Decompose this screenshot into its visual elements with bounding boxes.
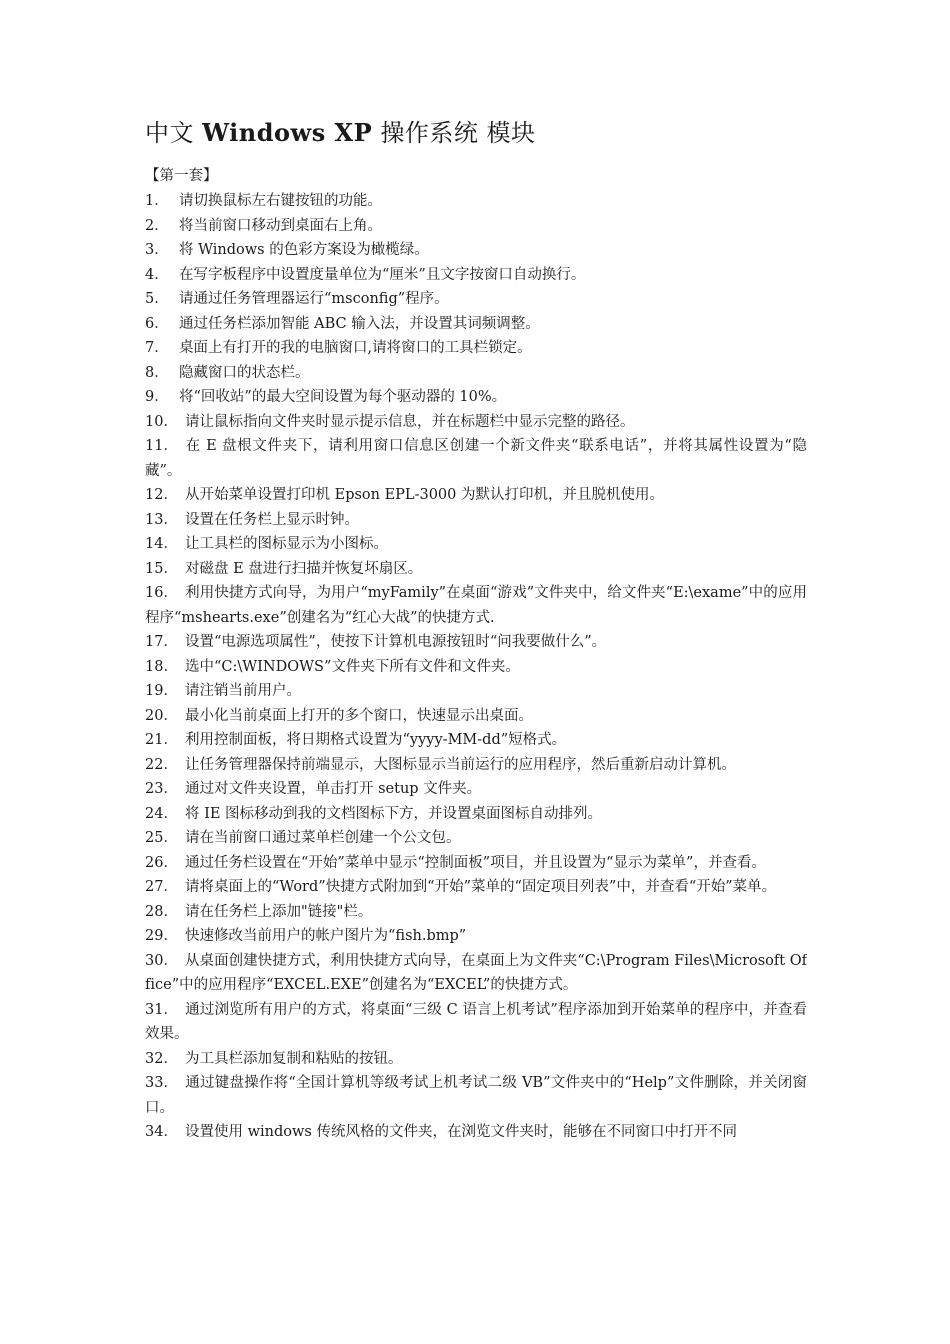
list-item xyxy=(145,385,807,410)
item-number: 32． xyxy=(145,1050,178,1067)
document-page xyxy=(145,112,807,1145)
item-number: 8． xyxy=(145,364,169,381)
item-number: 33． xyxy=(145,1075,178,1091)
item-text: 让任务管理器保持前端显示，大图标显示当前运行的应用程序，然后重新启动计算机。 xyxy=(185,756,736,773)
item-text: 设置在任务栏上显示时钟。 xyxy=(185,511,359,528)
list-item xyxy=(145,728,807,753)
set-label: 【第一套】 xyxy=(145,168,218,184)
list-item xyxy=(145,826,807,851)
item-number: 11． xyxy=(145,438,178,454)
item-text: 通过键盘操作将“全国计算机等级考试上机考试二级 VB”文件夹中的“Help”文件删除，并关闭窗口。 xyxy=(145,1075,807,1116)
item-number: 14． xyxy=(145,536,178,552)
item-number: 17． xyxy=(145,634,178,650)
title-bold: Windows XP xyxy=(202,118,373,147)
item-text: 选中“C:\WINDOWS”文件夹下所有文件和文件夹。 xyxy=(185,658,520,675)
item-text: 将 Windows 的色彩方案设为橄榄绿。 xyxy=(179,242,429,258)
list-item xyxy=(145,312,807,337)
list-item xyxy=(145,336,807,361)
item-number: 4． xyxy=(145,266,169,283)
list-item xyxy=(145,777,807,802)
item-text: 快速修改当前用户的帐户图片为“fish.bmp” xyxy=(185,928,467,944)
item-text: 在写字板程序中设置度量单位为“厘米”且文字按窗口自动换行。 xyxy=(179,266,586,283)
item-text: 通过任务栏设置在“开始”菜单中显示“控制面板”项目，并且设置为“显示为菜单”，并查看。 xyxy=(185,854,766,871)
item-text: 桌面上有打开的我的电脑窗口,请将窗口的工具栏锁定。 xyxy=(179,340,532,356)
item-number: 15． xyxy=(145,560,178,577)
list-item xyxy=(145,214,807,239)
item-text: 请通过任务管理器运行“msconfig”程序。 xyxy=(179,291,449,307)
list-item xyxy=(145,287,807,312)
item-number: 20． xyxy=(145,707,178,724)
item-text: 请在当前窗口通过菜单栏创建一个公文包。 xyxy=(185,830,461,846)
item-number: 28． xyxy=(145,903,178,920)
title-prefix: 中文 xyxy=(145,119,194,147)
item-number: 34． xyxy=(145,1124,178,1140)
item-number: 29． xyxy=(145,928,178,944)
list-item xyxy=(145,998,807,1047)
list-item xyxy=(145,949,807,998)
item-text: 利用控制面板，将日期格式设置为“yyyy-MM-dd”短格式。 xyxy=(185,732,567,748)
item-number: 22． xyxy=(145,756,178,773)
item-text: 为工具栏添加复制和粘贴的按钮。 xyxy=(185,1050,403,1067)
item-number: 16． xyxy=(145,585,178,601)
list-item xyxy=(145,189,807,214)
list-item xyxy=(145,900,807,925)
item-number: 26． xyxy=(145,854,178,871)
list-item xyxy=(145,924,807,949)
list-item xyxy=(145,1047,807,1072)
item-number: 19． xyxy=(145,683,178,699)
item-text: 通过对文件夹设置，单击打开 setup 文件夹。 xyxy=(185,781,482,797)
item-text: 请切换鼠标左右键按钮的功能。 xyxy=(179,193,382,209)
list-item xyxy=(145,238,807,263)
item-text: 从桌面创建快捷方式，利用快捷方式向导，在桌面上为文件夹“C:\Program Files\Microsoft Office”中的应用程序“EXCEL.EXE”创建名为“EXCEL”的快捷方式。 xyxy=(145,952,807,993)
list-item xyxy=(145,434,807,483)
list-item xyxy=(145,1120,807,1145)
item-number: 5． xyxy=(145,291,169,307)
item-text: 通过任务栏添加智能 ABC 输入法，并设置其词频调整。 xyxy=(179,315,540,332)
question-list xyxy=(145,189,807,1145)
item-number: 1． xyxy=(145,193,169,209)
list-item xyxy=(145,263,807,288)
item-text: 设置“电源选项属性”，使按下计算机电源按钮时“问我要做什么”。 xyxy=(185,634,607,650)
item-text: 将 IE 图标移动到我的文档图标下方，并设置桌面图标自动排列。 xyxy=(185,805,603,822)
list-item xyxy=(145,508,807,533)
list-item xyxy=(145,875,807,900)
list-item xyxy=(145,802,807,827)
list-item xyxy=(145,361,807,386)
item-text: 将当前窗口移动到桌面右上角。 xyxy=(179,217,382,234)
item-number: 31． xyxy=(145,1001,178,1018)
list-item xyxy=(145,410,807,435)
item-number: 25． xyxy=(145,830,178,846)
list-item xyxy=(145,704,807,729)
list-item xyxy=(145,483,807,508)
item-number: 21． xyxy=(145,732,178,748)
list-item xyxy=(145,679,807,704)
item-text: 设置使用 windows 传统风格的文件夹，在浏览文件夹时，能够在不同窗口中打开不同 xyxy=(185,1124,737,1140)
item-text: 请让鼠标指向文件夹时显示提示信息，并在标题栏中显示完整的路径。 xyxy=(185,413,635,430)
item-number: 30． xyxy=(145,952,178,969)
item-text: 请将桌面上的“Word”快捷方式附加到“开始”菜单的“固定项目列表”中，并查看“开始”菜单。 xyxy=(185,879,777,895)
item-number: 7． xyxy=(145,340,169,356)
list-item xyxy=(145,630,807,655)
item-number: 9． xyxy=(145,389,169,405)
item-number: 27． xyxy=(145,879,178,895)
list-item xyxy=(145,753,807,778)
item-text: 通过浏览所有用户的方式，将桌面“三级 C 语言上机考试”程序添加到开始菜单的程序中，并查看效果。 xyxy=(145,1001,807,1042)
item-text: 让工具栏的图标显示为小图标。 xyxy=(185,536,388,552)
item-number: 24． xyxy=(145,805,178,822)
item-number: 18． xyxy=(145,658,178,675)
item-text: 最小化当前桌面上打开的多个窗口，快速显示出桌面。 xyxy=(185,707,533,724)
list-item xyxy=(145,557,807,582)
item-text: 利用快捷方式向导，为用户“myFamily”在桌面“游戏”文件夹中，给文件夹“E:\exame”中的应用程序“mshearts.exe”创建名为“红心大战”的快捷方式. xyxy=(145,585,807,626)
item-text: 从开始菜单设置打印机 Epson EPL-3000 为默认打印机，并且脱机使用。 xyxy=(185,487,664,503)
item-number: 6． xyxy=(145,315,169,332)
title-suffix: 操作系统 模块 xyxy=(380,119,536,147)
item-text: 请注销当前用户。 xyxy=(185,683,301,699)
item-text: 隐藏窗口的状态栏。 xyxy=(179,364,310,381)
item-text: 对磁盘 E 盘进行扫描并恢复坏扇区。 xyxy=(185,560,423,577)
list-item xyxy=(145,851,807,876)
item-number: 2． xyxy=(145,217,169,234)
item-text: 在 E 盘根文件夹下，请利用窗口信息区创建一个新文件夹“联系电话”，并将其属性设置为“隐藏”。 xyxy=(145,438,807,479)
list-item xyxy=(145,532,807,557)
list-item xyxy=(145,1071,807,1120)
list-item xyxy=(145,655,807,680)
item-number: 12． xyxy=(145,487,178,503)
item-text: 请在任务栏上添加"链接"栏。 xyxy=(185,903,373,920)
item-text: 将“回收站”的最大空间设置为每个驱动器的 10%。 xyxy=(179,389,507,405)
item-number: 23． xyxy=(145,781,178,797)
list-item xyxy=(145,581,807,630)
item-number: 13． xyxy=(145,511,178,528)
item-number: 3． xyxy=(145,242,169,258)
item-number: 10． xyxy=(145,413,178,430)
document-title xyxy=(145,112,807,154)
